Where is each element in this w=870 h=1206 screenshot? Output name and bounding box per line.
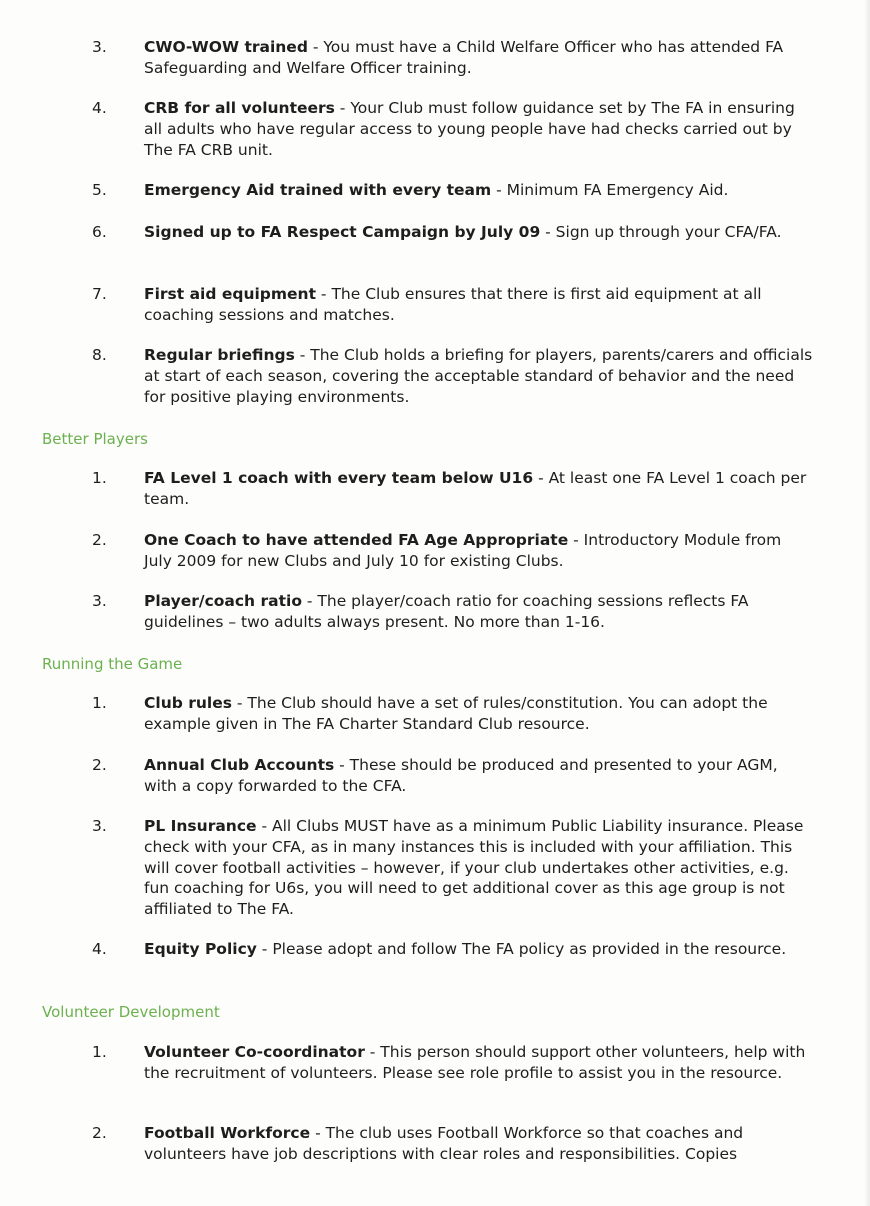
item-number: 3.	[92, 592, 107, 610]
item-body: - The club uses Football Workforce so that coaches and volunteers have job descriptions with clear roles and responsibilities. Copies	[144, 1124, 744, 1163]
item-title: CRB for all volunteers	[144, 99, 335, 117]
section-heading-running-the-game: Running the Game	[42, 655, 183, 673]
item-number: 4.	[92, 940, 107, 958]
item-text	[144, 816, 814, 920]
item-body: - Sign up through your CFA/FA.	[540, 223, 782, 241]
item-number: 3.	[92, 38, 107, 56]
item-number: 2.	[92, 531, 107, 549]
item-title: PL Insurance	[144, 817, 257, 835]
item-text	[144, 693, 814, 735]
item-number: 7.	[92, 285, 107, 303]
item-body: - You must have a Child Welfare Officer who has attended FA Safeguarding and Welfare Officer training.	[144, 38, 784, 77]
item-text	[144, 1042, 814, 1084]
item-body: - Introductory Module from July 2009 for new Clubs and July 10 for existing Clubs.	[144, 531, 782, 570]
item-text	[144, 345, 814, 407]
item-body: - This person should support other volunteers, help with the recruitment of volunteers. Please see role profile to assist you in the resource.	[144, 1043, 806, 1082]
item-text	[144, 939, 814, 960]
item-number: 6.	[92, 223, 107, 241]
item-title: FA Level 1 coach with every team below U16	[144, 469, 534, 487]
item-text	[144, 1123, 814, 1165]
item-title: Club rules	[144, 694, 232, 712]
item-number: 5.	[92, 181, 107, 199]
item-text	[144, 180, 814, 201]
item-text	[144, 98, 814, 160]
item-title: Signed up to FA Respect Campaign by July 09	[144, 223, 541, 241]
item-body: - The player/coach ratio for coaching sessions reflects FA guidelines – two adults always present. No more than 1-16.	[144, 592, 749, 631]
item-body: - The Club ensures that there is first aid equipment at all coaching sessions and matches.	[144, 285, 762, 324]
item-body: - Please adopt and follow The FA policy as provided in the resource.	[256, 940, 787, 958]
section-heading-better-players: Better Players	[42, 430, 148, 448]
item-text	[144, 755, 814, 797]
item-number: 8.	[92, 346, 107, 364]
item-text	[144, 284, 814, 326]
item-number: 1.	[92, 694, 107, 712]
item-body: - Your Club must follow guidance set by The FA in ensuring all adults who have regular access to young people have had checks carried out by The FA CRB unit.	[144, 99, 795, 159]
item-body: - The Club should have a set of rules/constitution. You can adopt the example given in The FA Charter Standard Club resource.	[144, 694, 768, 733]
item-body: - All Clubs MUST have as a minimum Public Liability insurance. Please check with your CFA, as in many instances this is included with your affiliation. This will cover football activities – however, if your club undertakes other activities, e.g. fun coaching for U6s, you will need to get additional cover as this age group is not affiliated to The FA.	[144, 817, 804, 919]
item-text	[144, 222, 814, 243]
item-text	[144, 37, 814, 79]
item-title: Volunteer Co-coordinator	[144, 1043, 365, 1061]
item-number: 2.	[92, 1124, 107, 1142]
item-title: First aid equipment	[144, 285, 316, 303]
item-body: - These should be produced and presented to your AGM, with a copy forwarded to the CFA.	[144, 756, 778, 795]
item-text	[144, 591, 814, 633]
item-number: 2.	[92, 756, 107, 774]
item-title: CWO-WOW trained	[144, 38, 308, 56]
item-text	[144, 468, 814, 510]
item-number: 3.	[92, 817, 107, 835]
item-body: - The Club holds a briefing for players, parents/carers and officials at start of each season, covering the acceptable standard of behavior and the need for positive playing environments.	[144, 346, 813, 406]
item-number: 1.	[92, 469, 107, 487]
item-title: Regular briefings	[144, 346, 295, 364]
item-number: 4.	[92, 99, 107, 117]
item-title: Annual Club Accounts	[144, 756, 335, 774]
item-title: Football Workforce	[144, 1124, 311, 1142]
item-text	[144, 530, 814, 572]
item-number: 1.	[92, 1043, 107, 1061]
page-edge-shadow	[864, 0, 870, 1206]
item-title: One Coach to have attended FA Age Appropriate	[144, 531, 569, 549]
item-title: Emergency Aid trained with every team	[144, 181, 492, 199]
item-title: Player/coach ratio	[144, 592, 302, 610]
section-heading-volunteer-development: Volunteer Development	[42, 1003, 220, 1021]
item-body: - Minimum FA Emergency Aid.	[491, 181, 729, 199]
item-body: - At least one FA Level 1 coach per team.	[144, 469, 807, 508]
item-title: Equity Policy	[144, 940, 257, 958]
